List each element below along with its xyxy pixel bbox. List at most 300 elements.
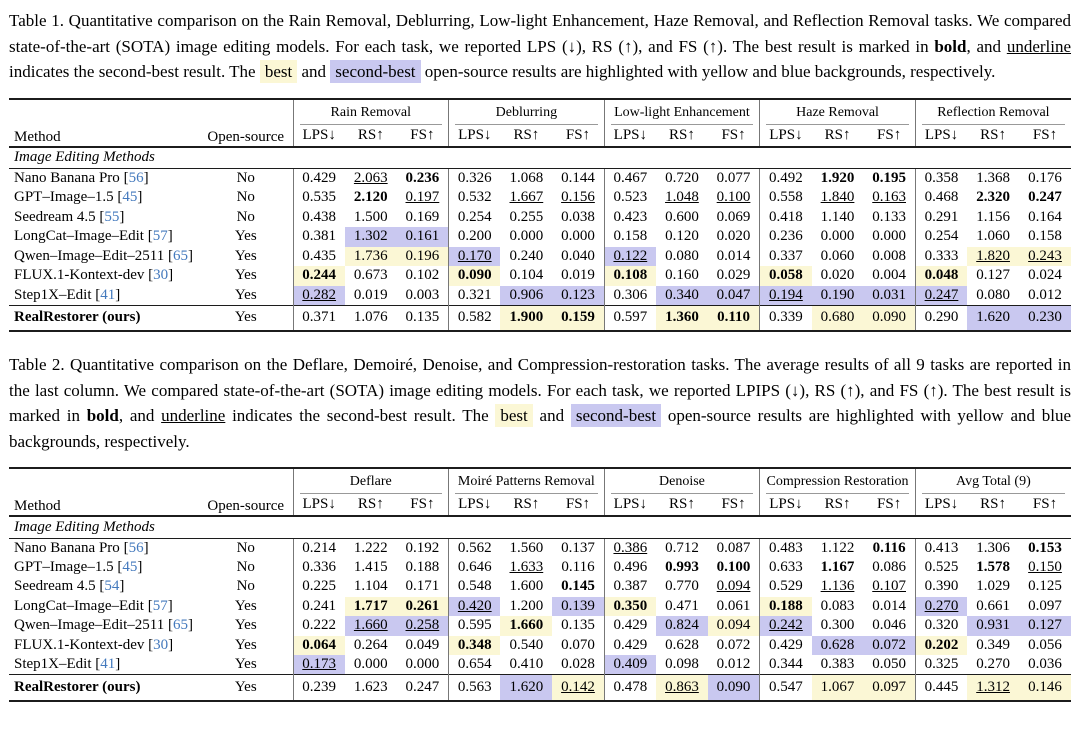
metric-cell: [656, 208, 708, 228]
open-source-value: No: [236, 539, 255, 556]
metric-value: 0.064: [302, 636, 337, 653]
citation-link[interactable]: 30: [153, 636, 169, 653]
metric-column-header: [397, 494, 449, 516]
metric-value: 0.116: [872, 539, 906, 556]
method-cell: FLUX.1-Kontext-dev [30]: [14, 267, 174, 284]
open-source-value: Yes: [234, 656, 257, 672]
metric-cell: [863, 266, 915, 286]
metric-cell: [345, 538, 397, 558]
metric-cell: [967, 655, 1019, 675]
metric-cell: [760, 675, 812, 701]
section-label: Image Editing Methods: [14, 518, 155, 535]
task-group-label: Low-light Enhancement: [611, 105, 754, 125]
metric-cell: [293, 305, 345, 331]
metric-value: 0.159: [561, 309, 595, 326]
method-name: Seedream 4.5: [14, 578, 96, 595]
metric-cell: [1019, 169, 1071, 189]
open-source-value: No: [236, 189, 255, 206]
metric-cell: [604, 558, 656, 578]
metric-value: 0.628: [665, 636, 699, 653]
open-source-header-label: Open-source: [207, 128, 285, 145]
metric-value: 0.004: [872, 267, 906, 284]
method-name: LongCat–Image–Edit: [14, 228, 144, 245]
metric-value: 0.358: [924, 170, 959, 186]
metric-value: 0.197: [405, 189, 440, 206]
metric-cell: [656, 169, 708, 189]
metric-value: 0.012: [1028, 286, 1062, 303]
metric-value: 0.069: [716, 208, 751, 225]
metric-value: 0.153: [1028, 539, 1062, 556]
metric-cell: [812, 305, 864, 331]
metric-cell: [967, 266, 1019, 286]
citation-link[interactable]: 56: [128, 170, 144, 186]
open-source-column-header: [199, 468, 293, 516]
metric-cell: [656, 577, 708, 597]
metric-cell: [915, 247, 967, 267]
metric-cell: [293, 577, 345, 597]
metric-cell: [1019, 227, 1071, 247]
metric-value: 0.244: [302, 267, 337, 284]
citation-link[interactable]: 41: [100, 286, 116, 303]
table-row: [9, 616, 1071, 636]
method-column-header: [9, 468, 199, 516]
metric-cell: [915, 636, 967, 656]
metric-value: 0.540: [509, 636, 544, 653]
metric-value: 0.255: [509, 208, 544, 225]
metric-cell: [967, 577, 1019, 597]
task-group-header: [293, 468, 449, 494]
metric-header-label: LPS↓: [924, 496, 959, 512]
metric-value: 0.094: [716, 617, 751, 634]
metric-value: 0.254: [924, 228, 959, 245]
method-name: Qwen–Image–Edit–2511: [14, 247, 165, 264]
metric-cell: [708, 188, 760, 208]
metric-cell: [812, 266, 864, 286]
metric-value: 0.135: [561, 617, 595, 634]
method-cell: Seedream 4.5 [54]: [14, 578, 125, 595]
section-row: [9, 147, 1071, 169]
metric-cell: [656, 266, 708, 286]
metric-cell: [604, 597, 656, 617]
metric-value: 0.028: [561, 656, 595, 672]
citation-link[interactable]: 54: [104, 578, 120, 595]
metric-cell: [293, 616, 345, 636]
table2-caption: [9, 352, 1071, 454]
metric-value: 0.264: [353, 636, 388, 653]
metric-cell: [604, 188, 656, 208]
metric-value: 0.123: [561, 286, 595, 303]
metric-value: 0.468: [924, 189, 959, 206]
metric-cell: [397, 675, 449, 701]
citation-link[interactable]: 45: [122, 189, 138, 206]
table1-results-table: [9, 98, 1071, 333]
metric-value: 0.410: [509, 656, 544, 672]
section-label: Image Editing Methods: [14, 149, 155, 166]
task-group-label: Avg Total (9): [922, 474, 1065, 494]
metric-column-header: [708, 494, 760, 516]
metric-value: 2.120: [353, 189, 388, 206]
metric-value: 0.496: [613, 558, 648, 575]
section-row: [9, 516, 1071, 538]
metric-value: 0.008: [872, 247, 906, 264]
metric-cell: [293, 247, 345, 267]
metric-cell: [500, 597, 552, 617]
metric-value: 0.087: [716, 539, 751, 556]
metric-value: 0.548: [457, 578, 492, 595]
metric-cell: [915, 577, 967, 597]
metric-value: 0.194: [769, 286, 803, 303]
metric-value: 0.108: [613, 267, 648, 284]
table2-section: [9, 352, 1071, 702]
metric-cell: [915, 227, 967, 247]
metric-cell: [1019, 538, 1071, 558]
metric-cell: [812, 208, 864, 228]
metric-cell: [812, 247, 864, 267]
metric-header-label: LPS↓: [613, 126, 648, 143]
metric-value: 1.140: [820, 208, 855, 225]
metric-cell: [449, 655, 501, 675]
metric-value: 0.563: [457, 678, 492, 695]
metric-cell: [656, 655, 708, 675]
metric-value: 0.236: [769, 228, 803, 245]
metric-value: 0.383: [820, 656, 855, 672]
metric-header-label: RS↑: [357, 126, 384, 143]
metric-cell: [656, 286, 708, 306]
metric-value: 0.200: [457, 228, 492, 245]
metric-value: 0.261: [405, 597, 440, 614]
metric-value: 0.270: [924, 597, 959, 614]
metric-value: 0.333: [924, 247, 959, 264]
metric-column-header: [397, 125, 449, 147]
metric-cell: [863, 675, 915, 701]
metric-column-header: [552, 494, 604, 516]
metric-cell: [708, 616, 760, 636]
metric-cell: [656, 305, 708, 331]
method-name: Step1X–Edit: [14, 286, 92, 303]
metric-column-header: [967, 494, 1019, 516]
metric-cell: [1019, 577, 1071, 597]
metric-value: 1.620: [509, 678, 544, 695]
metric-cell: [604, 655, 656, 675]
metric-value: 0.142: [561, 678, 595, 695]
metric-value: 0.236: [405, 170, 440, 186]
metric-value: 1.222: [353, 539, 388, 556]
table-row: [9, 675, 1071, 701]
open-source-cell: [199, 227, 293, 247]
metric-cell: [967, 558, 1019, 578]
metric-header-label: FS↑: [410, 126, 435, 143]
metric-value: 0.145: [561, 578, 595, 595]
citation-link[interactable]: 57: [152, 597, 168, 614]
metric-cell: [500, 655, 552, 675]
metric-value: 0.350: [613, 597, 648, 614]
open-source-value: Yes: [234, 636, 257, 653]
metric-value: 0.120: [665, 228, 699, 245]
metric-cell: [449, 208, 501, 228]
metric-value: 0.031: [872, 286, 906, 303]
metric-value: 0.320: [924, 617, 959, 634]
metric-cell: [708, 577, 760, 597]
open-source-value: Yes: [234, 286, 257, 303]
method-cell: Qwen–Image–Edit–2511 [65]: [14, 617, 193, 634]
metric-cell: [656, 675, 708, 701]
open-source-cell: [199, 577, 293, 597]
metric-value: 1.312: [976, 678, 1010, 695]
metric-value: 0.090: [716, 678, 751, 695]
method-name: GPT–Image–1.5: [14, 189, 114, 206]
metric-cell: [345, 266, 397, 286]
metric-cell: [1019, 247, 1071, 267]
metric-cell: [1019, 597, 1071, 617]
metric-cell: [967, 636, 1019, 656]
metric-header-label: FS↑: [410, 496, 435, 512]
metric-cell: [604, 169, 656, 189]
metric-cell: [863, 247, 915, 267]
metric-value: 1.620: [976, 309, 1010, 326]
citation-link[interactable]: 65: [173, 247, 188, 264]
metric-value: 0.024: [1028, 267, 1062, 284]
metric-value: 0.597: [613, 309, 648, 326]
metric-value: 0.188: [405, 558, 440, 575]
metric-header-label: FS↑: [1032, 126, 1058, 143]
open-source-value: Yes: [234, 617, 257, 634]
metric-value: 0.098: [665, 656, 699, 672]
metric-header-label: RS↑: [980, 496, 1007, 512]
metric-cell: [656, 188, 708, 208]
metric-cell: [812, 227, 864, 247]
metric-cell: [552, 247, 604, 267]
metric-cell: [967, 169, 1019, 189]
metric-value: 0.993: [665, 558, 699, 575]
metric-value: 0.438: [302, 208, 337, 225]
method-cell: GPT–Image–1.5 [45]: [14, 558, 143, 575]
metric-cell: [656, 247, 708, 267]
metric-column-header: [863, 494, 915, 516]
metric-value: 1.306: [976, 539, 1010, 556]
metric-cell: [397, 597, 449, 617]
metric-column-header: [915, 494, 967, 516]
metric-value: 0.000: [561, 228, 595, 245]
metric-value: 0.492: [769, 170, 803, 186]
metric-value: 0.150: [1028, 558, 1062, 575]
metric-cell: [915, 597, 967, 617]
metric-header-label: LPS↓: [769, 126, 803, 143]
method-name: FLUX.1-Kontext-dev: [14, 636, 145, 653]
metric-cell: [708, 169, 760, 189]
metric-value: 0.029: [716, 267, 751, 284]
metric-value: 0.144: [561, 170, 595, 186]
metric-value: 0.661: [976, 597, 1010, 614]
metric-value: 0.171: [405, 578, 440, 595]
metric-value: 0.770: [665, 578, 699, 595]
metric-value: 0.720: [665, 170, 699, 186]
metric-value: 0.139: [561, 597, 595, 614]
caption-segment: underline: [1006, 36, 1072, 56]
metric-cell: [1019, 616, 1071, 636]
metric-cell: [500, 169, 552, 189]
metric-cell: [656, 636, 708, 656]
metric-value: 0.090: [457, 267, 492, 284]
metric-value: 0.386: [613, 539, 648, 556]
metric-value: 0.409: [613, 656, 648, 672]
metric-value: 0.188: [769, 597, 803, 614]
metric-value: 0.090: [872, 309, 906, 326]
metric-cell: [449, 616, 501, 636]
metric-cell: [604, 247, 656, 267]
metric-value: 0.163: [872, 189, 906, 206]
metric-cell: [967, 227, 1019, 247]
metric-value: 0.532: [457, 189, 492, 206]
metric-value: 0.176: [1028, 170, 1062, 186]
metric-column-header: [915, 125, 967, 147]
metric-cell: [656, 227, 708, 247]
metric-cell: [915, 675, 967, 701]
task-group-label: Haze Removal: [766, 105, 909, 125]
method-name: Qwen–Image–Edit–2511: [14, 617, 165, 634]
citation-link[interactable]: 56: [128, 539, 144, 556]
table-row: [9, 208, 1071, 228]
metric-cell: [812, 636, 864, 656]
metric-value: 2.063: [353, 170, 388, 186]
metric-value: 0.137: [561, 539, 595, 556]
metric-value: 0.170: [457, 247, 492, 264]
metric-header-label: RS↑: [824, 496, 851, 512]
metric-value: 0.931: [976, 617, 1010, 634]
metric-value: 0.654: [457, 656, 492, 672]
metric-value: 0.258: [405, 617, 440, 634]
metric-cell: [760, 227, 812, 247]
open-source-value: Yes: [234, 267, 257, 284]
metric-value: 0.344: [769, 656, 803, 672]
citation-link[interactable]: 57: [152, 228, 168, 245]
metric-header-label: LPS↓: [458, 496, 492, 512]
metric-column-header: [863, 125, 915, 147]
metric-value: 0.070: [561, 636, 595, 653]
open-source-value: No: [236, 578, 255, 595]
task-group-label: Deblurring: [455, 105, 598, 125]
metric-cell: [500, 266, 552, 286]
metric-cell: [293, 675, 345, 701]
metric-value: 0.000: [872, 228, 906, 245]
metric-cell: [293, 558, 345, 578]
open-source-value: Yes: [234, 228, 257, 245]
metric-cell: [604, 636, 656, 656]
metric-cell: [708, 305, 760, 331]
metric-value: 1.415: [353, 558, 388, 575]
metric-value: 0.863: [665, 678, 699, 695]
metric-value: 1.623: [353, 678, 388, 695]
caption-segment: Table 2. Quantitative comparison on the Deflare, Demoiré, Denoise, and Compression-restoration tasks. The average results of all 9 tasks are reported in the last column. We compared state-of-the-art (SOTA) image editing models. For each task, we reported LPIPS (↓), RS (↑), and FS (↑). The best result is marked in: [9, 355, 1071, 425]
metric-header-label: LPS↓: [302, 126, 336, 143]
table-row: [9, 188, 1071, 208]
metric-cell: [812, 558, 864, 578]
metric-value: 1.302: [353, 228, 388, 245]
metric-cell: [500, 247, 552, 267]
metric-column-header: [1019, 125, 1071, 147]
citation-link[interactable]: 41: [100, 656, 116, 672]
metric-header-label: RS↑: [980, 126, 1007, 143]
metric-value: 0.535: [302, 189, 337, 206]
metric-value: 0.190: [820, 286, 855, 303]
table2-results-table: [9, 467, 1071, 702]
metric-value: 1.029: [976, 578, 1010, 595]
metric-value: 0.429: [613, 636, 648, 653]
method-name: Seedream 4.5: [14, 208, 96, 225]
metric-cell: [708, 208, 760, 228]
method-cell: GPT–Image–1.5 [45]: [14, 189, 143, 206]
method-cell: Nano Banana Pro [56]: [14, 539, 149, 556]
open-source-value: Yes: [234, 678, 257, 695]
metric-cell: [915, 558, 967, 578]
task-group-header: [915, 468, 1071, 494]
metric-value: 0.348: [457, 636, 492, 653]
metric-cell: [708, 286, 760, 306]
metric-cell: [397, 169, 449, 189]
metric-value: 0.086: [872, 558, 906, 575]
citation-link[interactable]: 45: [122, 558, 138, 575]
metric-value: 0.429: [302, 170, 337, 186]
metric-value: 0.080: [665, 247, 699, 264]
metric-cell: [449, 188, 501, 208]
metric-cell: [345, 188, 397, 208]
metric-value: 0.102: [405, 267, 440, 284]
method-cell: Seedream 4.5 [55]: [14, 208, 125, 225]
citation-link[interactable]: 55: [104, 208, 120, 225]
metric-cell: [812, 577, 864, 597]
caption-segment: best: [495, 404, 532, 427]
metric-value: 0.525: [924, 558, 959, 575]
metric-column-header: [449, 494, 501, 516]
metric-cell: [1019, 655, 1071, 675]
metric-cell: [449, 675, 501, 701]
metric-value: 0.072: [716, 636, 751, 653]
method-cell: Step1X–Edit [41]: [14, 286, 121, 303]
metric-cell: [863, 577, 915, 597]
metric-cell: [812, 538, 864, 558]
metric-cell: [449, 597, 501, 617]
caption-segment: open-source results are highlighted with yellow and blue backgrounds, respectively.: [9, 406, 1072, 451]
metric-column-header: [552, 125, 604, 147]
metric-header-label: RS↑: [669, 126, 695, 143]
metric-value: 0.387: [613, 578, 648, 595]
metric-cell: [500, 675, 552, 701]
citation-link[interactable]: 30: [153, 267, 169, 284]
citation-link[interactable]: 65: [173, 617, 188, 634]
metric-value: 0.202: [924, 636, 959, 653]
metric-cell: [500, 636, 552, 656]
metric-value: 0.046: [872, 617, 906, 634]
method-cell: [9, 305, 199, 331]
metric-cell: [863, 227, 915, 247]
metric-value: 1.660: [509, 617, 544, 634]
metric-value: 0.083: [820, 597, 855, 614]
metric-cell: [345, 305, 397, 331]
metric-value: 0.291: [924, 208, 959, 225]
metric-cell: [500, 188, 552, 208]
metric-value: 0.247: [405, 678, 440, 695]
task-group-label: Deflare: [300, 474, 443, 494]
metric-cell: [293, 227, 345, 247]
metric-cell: [915, 616, 967, 636]
metric-value: 1.156: [976, 208, 1010, 225]
metric-cell: [967, 538, 1019, 558]
metric-value: 0.012: [716, 656, 751, 672]
metric-cell: [863, 655, 915, 675]
metric-value: 0.122: [613, 247, 648, 264]
metric-cell: [397, 558, 449, 578]
metric-cell: [552, 636, 604, 656]
metric-cell: [967, 188, 1019, 208]
